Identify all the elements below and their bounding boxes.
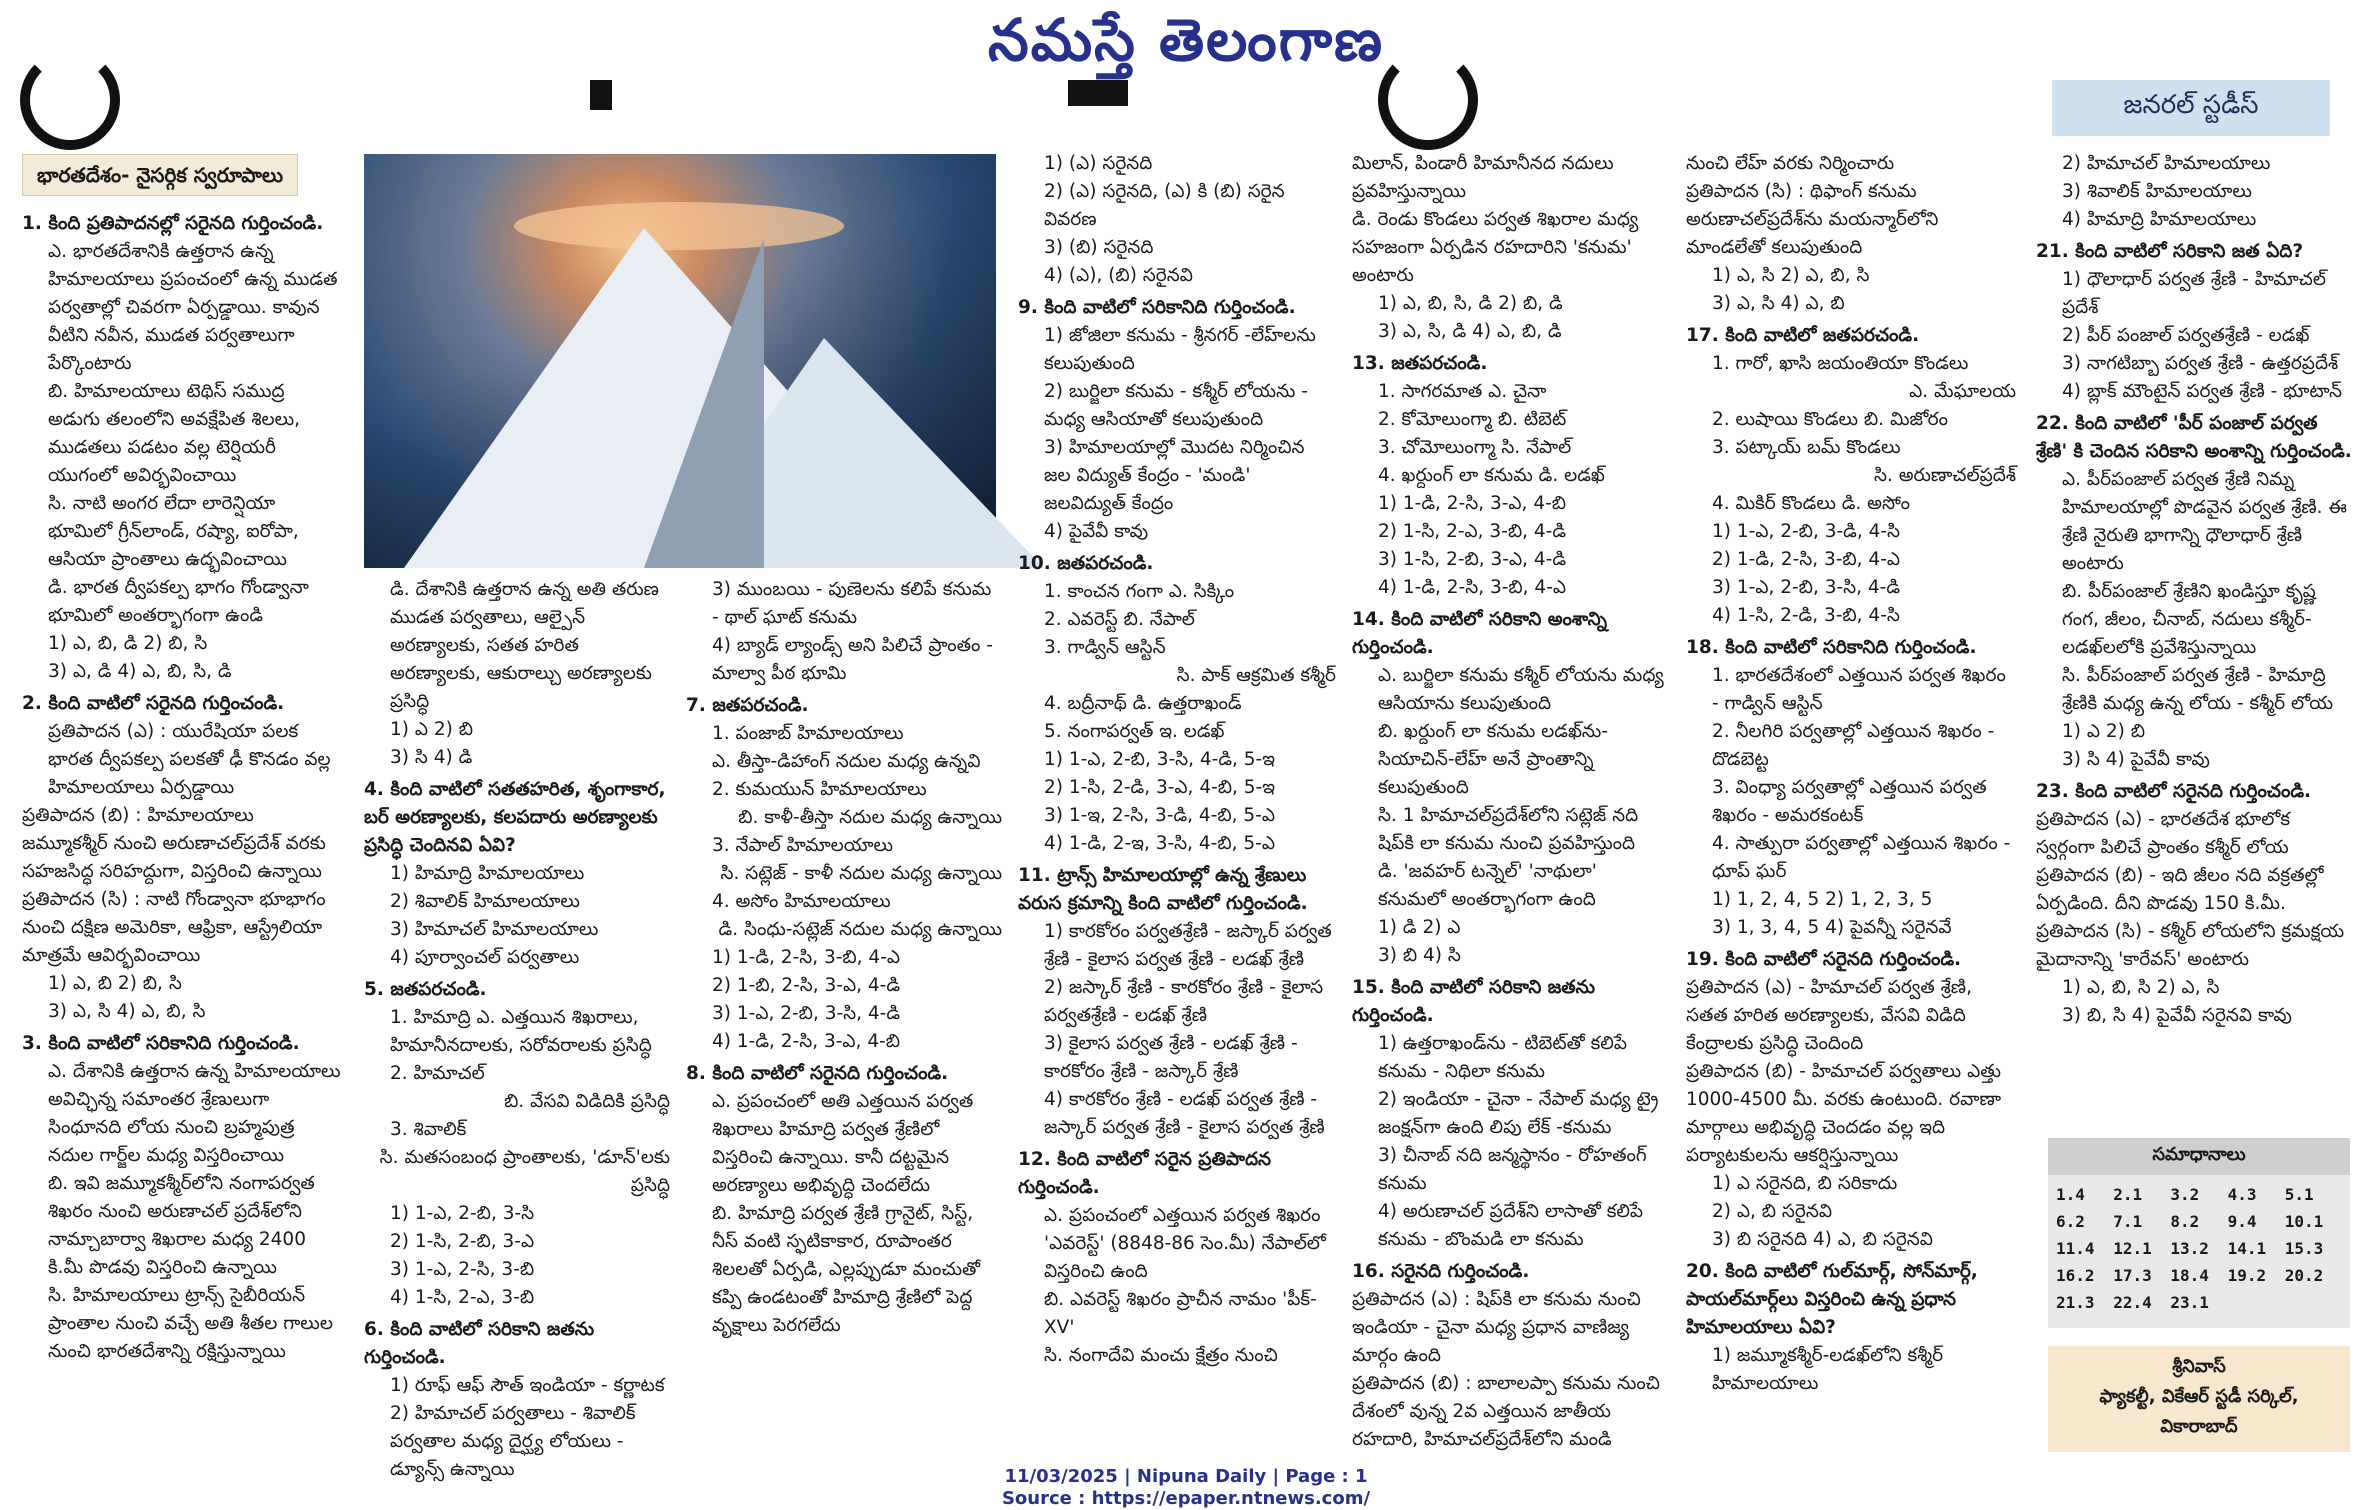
- paragraph-line: 1) కారకోరం పర్వతశ్రేణి - జస్కార్ పర్వత శ్రేణి - కైలాస పర్వత శ్రేణి - లడఖ్ శ్రేణి: [1044, 921, 1332, 970]
- newspaper-masthead: నమస్తే తెలంగాణ: [988, 6, 1384, 74]
- paragraph-line: 3. చోమోలుంగ్మా సి. నేపాల్: [1378, 437, 1572, 458]
- paragraph-line: 3) బి, సి 4) పైవేవీ సరైనవి కావు: [2062, 1005, 2292, 1026]
- paragraph-line: 3) ఎ, సి 4) ఎ, బి, సి: [48, 1001, 206, 1022]
- question-text: 15. కింది వాటిలో సరికాని జతను గుర్తించండి.: [1352, 977, 1596, 1026]
- paragraph-line: 3. శివాలిక్: [390, 1119, 467, 1140]
- paragraph-line: 1. పంజాబ్ హిమాలయాలు: [712, 723, 904, 744]
- paragraph-line: 4. ఖర్దుంగ్ లా కనుమ డి. లడఖ్: [1378, 465, 1605, 486]
- paragraph-line: 2) 1-సి, 2-బి, 3-ఎ: [390, 1231, 535, 1252]
- paragraph-line: 1. కాంచన గంగా ఎ. సిక్కిం: [1044, 581, 1235, 602]
- question-text: 12. కింది వాటిలో సరైన ప్రతిపాదన గుర్తించండి.: [1018, 1149, 1272, 1198]
- question-text: 19. కింది వాటిలో సరైనది గుర్తించండి.: [1686, 949, 1962, 970]
- paragraph-line: మిలాన్, పిండారీ హిమానీనద నదులు ప్రవహిస్తున్నాయి: [1352, 153, 1614, 202]
- paragraph-line: 2. హిమాచల్: [390, 1063, 485, 1084]
- paragraph-line: ఎ. తీస్తా-డిహాంగ్ నదుల మధ్య ఉన్నవి: [712, 751, 981, 772]
- paragraph-line: 2) ఎ, బి సరైనవి: [1712, 1201, 1833, 1222]
- answers-row: [2056, 1262, 2342, 1289]
- answer-cell: 7.1: [2113, 1212, 2143, 1231]
- paragraph-line: ఎ. భారతదేశానికి ఉత్తరాన ఉన్న హిమాలయాలు ప్రపంచంలో ఉన్న ముడత పర్వతాల్లో చివరగా ఏర్పడ్డాయి. కావున వీటిని నవీన, ముడత పర్వతాలుగా పేర్కొంటారు: [48, 241, 338, 374]
- paragraph-line: 2. కుమయున్ హిమాలయాలు: [712, 779, 927, 800]
- paragraph-line: 1) ఎ సరైనది, బి సరికాదు: [1712, 1173, 1898, 1194]
- answer-cell: 18.4: [2170, 1266, 2209, 1285]
- paragraph-line: ప్రతిపాదన (సి) : థిఫాంగ్ కనుమ అరుణాచల్‌ప్రదేశ్‌ను మయన్మార్‌లోని మాండలేతో కలుపుతుంది: [1686, 181, 1939, 258]
- question-text: 16. సరైనది గుర్తించండి.: [1352, 1261, 1530, 1282]
- paragraph-line: 4. అసోం హిమాలయాలు: [712, 891, 891, 912]
- paragraph-line: 3) చీనాబ్ నది జన్మస్థానం - రోహతంగ్ కనుమ: [1378, 1145, 1647, 1194]
- answers-title: సమాధానాలు: [2048, 1138, 2350, 1175]
- paragraph-line: 2. లుషాయి కొండలు బి. మిజోరం: [1712, 409, 1948, 430]
- paragraph-line: 1) 1-డి, 2-సి, 3-ఎ, 4-బి: [1378, 493, 1567, 514]
- paragraph-line: సి. హిమాలయాలు ట్రాన్స్ సైబీరియన్ ప్రాంతాల నుంచి వచ్చే అతి శీతల గాలుల నుంచి భారతదేశాన్ని రక్షిస్తున్నాయి: [48, 1285, 333, 1362]
- paragraph-line: 4) బ్లాక్ మౌంటైన్ పర్వత శ్రేణి - భూటాన్: [2062, 381, 2342, 402]
- paragraph-line: 1) ఎ, బి, సి 2) ఎ, సి: [2062, 977, 2220, 998]
- answer-cell: 17.3: [2113, 1266, 2152, 1285]
- answer-cell: 14.1: [2227, 1239, 2267, 1258]
- paragraph-line: 1. భారతదేశంలో ఎత్తయిన పర్వత శిఖరం - గాడ్విన్ ఆస్టిన్: [1712, 665, 2006, 714]
- answer-cell: 6.2: [2056, 1212, 2085, 1231]
- paragraph-line: 1) ఎ 2) బి: [2062, 721, 2146, 742]
- text-column-7: [2036, 150, 2354, 1130]
- paragraph-line: 3. గాడ్విన్ ఆస్టిన్: [1044, 637, 1166, 658]
- question-text: 2. కింది వాటిలో సరైనది గుర్తించండి.: [22, 693, 285, 714]
- paragraph-line: డి. 'జవహర్ టన్నెల్' 'నాథులా' కనుమలో అంతర్భాగంగా ఉంది: [1378, 861, 1597, 910]
- paragraph-line: 2) 1-డి, 2-సి, 3-బి, 4-ఎ: [1712, 549, 1901, 570]
- paragraph-line: 1) (ఎ) సరైనది: [1044, 153, 1153, 174]
- paragraph-line: 3. నేపాల్ హిమాలయాలు: [712, 835, 894, 856]
- answers-row: [2056, 1289, 2342, 1316]
- paragraph-line: ప్రతిపాదన (ఎ) - హిమాచల్ పర్వత శ్రేణి, సతత హరిత అరణ్యాలకు, వేసవి విడిది కేంద్రాలకు ప్రసిద్ధి చెందింది: [1686, 977, 1972, 1054]
- answers-box: [2048, 1138, 2350, 1328]
- question-text: 6. కింది వాటిలో సరికాని జతను గుర్తించండి.: [364, 1319, 595, 1368]
- paragraph-line: ప్రతిపాదన (బి) : హిమాలయాలు జమ్మూకశ్మీర్ నుంచి అరుణాచల్‌ప్రదేశ్ వరకు సహజసిద్ధ సరిహద్దుగా, విస్తరించి ఉన్నాయి: [22, 805, 326, 882]
- paragraph-line: సి. సట్లెజ్ - కాళీ నదుల మధ్య ఉన్నాయి: [720, 863, 1002, 884]
- paragraph-line: 2) (ఎ) సరైనది, (ఎ) కి (బి) సరైన వివరణ: [1044, 181, 1285, 230]
- paragraph-line: 1) 1-ఎ, 2-బి, 3-డి, 4-సి: [1712, 521, 1901, 542]
- paragraph-line: 4. మికిర్ కొండలు డి. అసోం: [1712, 493, 1910, 514]
- paragraph-line: సి. నంగాదేవి మంచు క్షేత్రం నుంచి: [1044, 1345, 1278, 1366]
- answer-cell: [2228, 1289, 2285, 1316]
- paragraph-line: 1) ఎ, బి 2) బి, సి: [48, 973, 182, 994]
- paragraph-line: ప్రతిపాదన (బి) : బాలాలప్పా కనుమ నుంచి దేశంలో వున్న 2వ ఎత్తయిన జాతీయ రహదారి, హిమాచల్‌ప్రదేశ్‌లోని మండి: [1352, 1373, 1660, 1450]
- paragraph-line: బి. వేసవి విడిదికి ప్రసిద్ధి: [504, 1091, 670, 1112]
- footer-date-line: 11/03/2025 | Nipuna Daily | Page : 1: [1004, 1466, 1368, 1487]
- banner-letter-fragment: [20, 50, 120, 150]
- paragraph-line: బి. హిమాలయాలు టెథిస్ సముద్ర అడుగు తలంలోని అవక్షేపిత శిలలు, ముడతలు పడటం వల్ల టెర్షియరీ యుగంలో అవిర్భవించాయి: [48, 381, 301, 486]
- answer-cell: 1.4: [2056, 1185, 2085, 1204]
- paragraph-line: ఎ. మేఘాలయ: [1909, 381, 2016, 402]
- answer-cell: 11.4: [2056, 1239, 2095, 1258]
- paragraph-line: 1) ఎ, బి, సి, డి 2) బి, డి: [1378, 293, 1563, 314]
- answer-cell: 9.4: [2227, 1212, 2257, 1231]
- text-column-4: [1018, 150, 1336, 1450]
- paragraph-line: 1) రూఫ్ ఆఫ్ సౌత్ ఇండియా - కర్ణాటక: [390, 1375, 665, 1396]
- paragraph-line: 4) 1-సి, 2-ఎ, 3-బి: [390, 1287, 535, 1308]
- paragraph-line: 1) 1-డి, 2-సి, 3-బి, 4-ఎ: [712, 947, 901, 968]
- paragraph-line: 3) 1-ఎ, 2-బి, 3-సి, 4-డి: [712, 1003, 901, 1024]
- paragraph-line: 4) పైవేవీ కావు: [1044, 521, 1149, 542]
- answers-row: [2056, 1181, 2342, 1208]
- answer-cell: [2285, 1289, 2342, 1316]
- paragraph-line: 3) 1-ఇ, 2-సి, 3-డి, 4-బి, 5-ఎ: [1044, 805, 1275, 826]
- question-text: 14. కింది వాటిలో సరికాని అంశాన్ని గుర్తించండి.: [1352, 609, 1607, 658]
- paragraph-line: బి. ఎవరెస్ట్ శిఖరం ప్రాచీన నామం 'పీక్-XV': [1044, 1289, 1317, 1338]
- paragraph-line: 1) ఎ 2) బి: [390, 719, 474, 740]
- paragraph-line: 1) జోజిలా కనుమ - శ్రీనగర్ -లేహ్‌లను కలుపుతుంది: [1044, 325, 1316, 374]
- question-text: 13. జతపరచండి.: [1352, 353, 1488, 374]
- paragraph-line: 2) శివాలిక్ హిమాలయాలు: [390, 891, 580, 912]
- text-column-1: [22, 150, 342, 1450]
- question-text: 18. కింది వాటిలో సరికానిది గుర్తించండి.: [1686, 637, 1977, 658]
- paragraph-line: 4) బ్యాడ్ ల్యాండ్స్ అని పిలిచే ప్రాంతం - మాల్వా పీఠ భూమి: [712, 635, 993, 684]
- paragraph-line: ప్రతిపాదన (సి) : నాటి గోండ్వానా భూభాగం నుంచి దక్షిణ అమెరికా, ఆఫ్రికా, ఆస్ట్రేలియా మాత్రమే ఆవిర్భవించాయి: [22, 889, 326, 966]
- paragraph-line: ఎ. పీర్‌పంజాల్ పర్వత శ్రేణి నిమ్న హిమాలయాల్లో పొడవైన పర్వత శ్రేణి. ఈ శ్రేణి నైరుతి భాగాన్ని ధౌలాధార్ శ్రేణి అంటారు: [2062, 469, 2347, 574]
- paragraph-line: 4) 1-డి, 2-సి, 3-ఎ, 4-బి: [712, 1031, 901, 1052]
- paragraph-line: 1) 1-ఎ, 2-బి, 3-సి, 4-డి, 5-ఇ: [1044, 749, 1275, 770]
- paragraph-line: 5. నంగాపర్వత్ ఇ. లడఖ్: [1044, 721, 1225, 742]
- answer-cell: 21.3: [2056, 1293, 2095, 1312]
- answer-cell: 15.3: [2284, 1239, 2324, 1258]
- paragraph-line: 3) ఎ, డి 4) ఎ, బి, సి, డి: [48, 661, 232, 682]
- question-text: 8. కింది వాటిలో సరైనది గుర్తించండి.: [686, 1063, 949, 1084]
- answers-row: [2056, 1208, 2342, 1235]
- paragraph-line: 4. సాత్పురా పర్వతాల్లో ఎత్తయిన శిఖరం - ధూప్ ఘర్: [1712, 833, 2011, 882]
- paragraph-line: 3) ఎ, సి 4) ఎ, బి: [1712, 293, 1845, 314]
- paragraph-line: సి. పాక్ ఆక్రమిత కశ్మీర్: [1176, 665, 1336, 686]
- paragraph-line: 3) బి 4) సి: [1378, 945, 1461, 966]
- paragraph-line: ప్రతిపాదన (ఎ) : షిప్‌కి లా కనుమ నుంచి ఇండియా - చైనా మధ్య ప్రధాన వాణిజ్య మార్గం ఉంది: [1352, 1289, 1641, 1366]
- paragraph-line: సి. 1 హిమాచల్‌ప్రదేశ్‌లోని సట్లెజ్ నది షిప్‌కి లా కనుమ నుంచి ప్రవహిస్తుంది: [1378, 805, 1639, 854]
- himalaya-peak-photo: [364, 154, 996, 568]
- author-box: [2048, 1346, 2350, 1452]
- paragraph-line: సి. నాటి అంగర లేదా లారెన్షియా భూమిలో గ్రీన్‌లాండ్, రష్యా, ఐరోపా, ఆసియా ప్రాంతాలు ఉద్భవించాయి: [48, 493, 299, 570]
- paragraph-line: 2) బుర్జిలా కనుమ - కశ్మీర్ లోయను - మధ్య ఆసియాతో కలుపుతుంది: [1044, 381, 1308, 430]
- paragraph-line: 1) జమ్మూకశ్మీర్-లడఖ్‌లోని కశ్మీర్ హిమాలయాలు: [1712, 1345, 1944, 1394]
- paragraph-line: 2) 1-బి, 2-సి, 3-ఎ, 4-డి: [712, 975, 901, 996]
- paragraph-line: 2. ఎవరెస్ట్ బి. నేపాల్: [1044, 609, 1195, 630]
- paragraph-line: డి. రెండు కొండలు పర్వత శిఖరాల మధ్య సహజంగా ఏర్పడిన రహదారిని 'కనుమ' అంటారు: [1352, 209, 1639, 286]
- answer-cell: 12.1: [2113, 1239, 2152, 1258]
- footer-source-line: Source : https://epaper.ntnews.com/: [1001, 1488, 1371, 1509]
- paragraph-line: 3) 1-ఎ, 2-బి, 3-సి, 4-డి: [1712, 577, 1901, 598]
- question-text: 3. కింది వాటిలో సరికానిది గుర్తించండి.: [22, 1033, 300, 1054]
- paragraph-line: 1) 1-ఎ, 2-బి, 3-సి: [390, 1203, 535, 1224]
- paragraph-line: 3) 1-ఎ, 2-సి, 3-బి: [390, 1259, 535, 1280]
- paragraph-line: 3) హిమాలయాల్లో మొదట నిర్మించిన జల విద్యుత్ కేంద్రం - 'మండి' జలవిద్యుత్ కేంద్రం: [1044, 437, 1305, 514]
- paragraph-line: ప్రతిపాదన (సి) - కశ్మీర్ లోయలోని క్రమక్షయ మైదానాన్ని 'కారేవస్' అంటారు: [2036, 921, 2345, 970]
- text-column-2: [364, 576, 670, 1480]
- paragraph-line: 1) డి 2) ఎ: [1378, 917, 1461, 938]
- paragraph-line: 2) పీర్ పంజాల్ పర్వతశ్రేణి - లడఖ్: [2062, 325, 2310, 346]
- paragraph-line: 2) జస్కార్ శ్రేణి - కారకోరం శ్రేణి - కైలాస పర్వతశ్రేణి - లడఖ్ శ్రేణి: [1044, 977, 1324, 1026]
- paragraph-line: ఎ. ప్రపంచంలో అతి ఎత్తయిన పర్వత శిఖరాలు హిమాద్రి పర్వత శ్రేణిలో విస్తరించి ఉన్నాయి. కానీ దట్టమైన అరణ్యాలు అభివృద్ధి చెందలేదు: [712, 1091, 974, 1196]
- answer-cell: 2.1: [2113, 1185, 2143, 1204]
- answer-cell: 4.3: [2227, 1185, 2257, 1204]
- question-text: 5. జతపరచండి.: [364, 979, 487, 1000]
- question-text: 7. జతపరచండి.: [686, 695, 809, 716]
- paragraph-line: 2) హిమాచల్ పర్వతాలు - శివాలిక్ పర్వతాల మధ్య దైర్ఘ్య లోయలు - డ్యూన్స్ ఉన్నాయి: [390, 1403, 636, 1480]
- answer-cell: 22.4: [2113, 1293, 2152, 1312]
- answer-cell: 19.2: [2227, 1266, 2267, 1285]
- question-text: 11. ట్రాన్స్ హిమాలయాల్లో ఉన్న శ్రేణులు వరుస క్రమాన్ని కింది వాటిలో గుర్తించండి.: [1018, 865, 1308, 914]
- paragraph-line: 4) అరుణాచల్ ప్రదేశ్‌ని లాసాతో కలిపే కనుమ - బొంమడి లా కనుమ: [1378, 1201, 1644, 1250]
- paragraph-line: 3) (బి) సరైనది: [1044, 237, 1154, 258]
- paragraph-line: 4) (ఎ), (బి) సరైనవి: [1044, 265, 1193, 286]
- banner-letter-fragment: [1378, 50, 1478, 150]
- paragraph-line: డి. సింధు-సట్లెజ్ నదుల మధ్య ఉన్నాయి: [718, 919, 1002, 940]
- paragraph-line: 3. వింధ్యా పర్వతాల్లో ఎత్తయిన పర్వత శిఖరం - అమరకంటక్: [1712, 777, 1987, 826]
- paragraph-line: డి. భారత ద్వీపకల్ప భాగం గోండ్వానా భూమిలో అంతర్భాగంగా ఉండి: [48, 577, 309, 626]
- question-text: 4. కింది వాటిలో సతతహరిత, శృంగాకార, బర్ అరణ్యాలకు, కలపదారు అరణ్యాలకు ప్రసిద్ధి చెందినవి ఏవి?: [364, 779, 666, 856]
- paragraph-line: 3) నాగటిబ్బా పర్వత శ్రేణి - ఉత్తరప్రదేశ్: [2062, 353, 2339, 374]
- paragraph-line: 4. బద్రీనాథ్ డి. ఉత్తరాఖండ్: [1044, 693, 1242, 714]
- question-text: 9. కింది వాటిలో సరికానిది గుర్తించండి.: [1018, 297, 1296, 318]
- paragraph-line: ప్రతిపాదన (బి) - హిమాచల్ పర్వతాలు ఎత్తు 1000-4500 మీ. వరకు ఉంటుంది. రవాణా మార్గాలు అభివృద్ధి చెందడం వల్ల ఇది పర్యాటకులను ఆకర్షిస్తున్నాయి: [1686, 1061, 2002, 1166]
- paragraph-line: 3. పట్కాయ్ బమ్ కొండలు: [1712, 437, 1901, 458]
- paragraph-line: బి. హిమాద్రి పర్వత శ్రేణి గ్రానైట్, సిస్ట్, నీస్ వంటి స్ఫటికాకార, రూపాంతర శిలలతో ఏర్పడి, ఎల్లప్పుడూ మంచుతో కప్పి ఉండటంతో హిమాద్రి శ్రేణిలో పెద్ద వృక్షాలు పెరగలేదు: [712, 1203, 981, 1336]
- paragraph-line: సి. అరుణాచల్‌ప్రదేశ్: [1873, 465, 2016, 486]
- title-banner-fragment: [0, 80, 2372, 142]
- paragraph-line: 4) 1-డి, 2-ఇ, 3-సి, 4-బి, 5-ఎ: [1044, 833, 1275, 854]
- paragraph-line: 2) 1-సి, 2-డి, 3-ఎ, 4-బి, 5-ఇ: [1044, 777, 1275, 798]
- question-text: 20. కింది వాటిలో గుల్‌మార్గ్, సోన్‌మార్గ్, పాయల్‌మార్గ్‌లు విస్తరించి ఉన్న ప్రధాన హిమాలయాలు ఏవి?: [1686, 1261, 1978, 1338]
- paragraph-line: 1. గారో, ఖాసి జయంతియా కొండలు: [1712, 353, 1969, 374]
- banner-tag: జనరల్ స్టడీస్: [2052, 80, 2330, 136]
- paragraph-line: 1. సాగరమాత ఎ. చైనా: [1378, 381, 1547, 402]
- paragraph-line: బి. కాళీ-తీస్తా నదుల మధ్య ఉన్నాయి: [738, 807, 1002, 828]
- paragraph-line: 4) కారకోరం శ్రేణి - లడఖ్ పర్వత శ్రేణి - జస్కార్ పర్వత శ్రేణి - కైలాస పర్వత శ్రేణి: [1044, 1089, 1325, 1138]
- paragraph-line: 2) 1-సి, 2-ఎ, 3-బి, 4-డి: [1378, 521, 1567, 542]
- paragraph-line: ఎ. దేశానికి ఉత్తరాన ఉన్న హిమాలయాలు అవిచ్ఛిన్న సమాంతర శ్రేణులుగా సింధూనది లోయ నుంచి బ్రహ్మపుత్ర నదుల గార్జ్‌ల మధ్య విస్తరించాయి: [48, 1061, 341, 1166]
- paragraph-line: 2) ఇండియా - చైనా - నేపాల్ మధ్య ట్రై జంక్షన్‌గా ఉంది లిపు లేక్ -కనుమ: [1378, 1089, 1659, 1138]
- mountain-shadow: [644, 238, 764, 568]
- paragraph-line: 3) ముంబయి - పుణెలను కలిపే కనుమ - థాల్ ఘాట్ కనుమ: [712, 579, 992, 628]
- paragraph-line: 1) హిమాద్రి హిమాలయాలు: [390, 863, 585, 884]
- question-text: 10. జతపరచండి.: [1018, 553, 1154, 574]
- paragraph-line: 3) కైలాస పర్వత శ్రేణి - లడఖ్ శ్రేణి - కారకోరం శ్రేణి - జస్కార్ శ్రేణి: [1044, 1033, 1298, 1082]
- paragraph-line: సి. మతసంబంధ ప్రాంతాలకు, 'డూన్‌'లకు ప్రసిద్ధి: [379, 1147, 670, 1196]
- paragraph-line: 4) 1-డి, 2-సి, 3-బి, 4-ఎ: [1378, 577, 1567, 598]
- paragraph-line: ప్రతిపాదన (ఎ) - భారతదేశ భూలోక స్వర్గంగా పిలిచే ప్రాంతం కశ్మీర్ లోయ: [2036, 809, 2290, 858]
- question-text: 22. కింది వాటిలో 'పీర్ పంజాల్ పర్వత శ్రేణి' కి చెందిన సరికాని అంశాన్ని గుర్తించండి.: [2036, 413, 2352, 462]
- paragraph-line: 3) ఎ, సి, డి 4) ఎ, బి, డి: [1378, 321, 1562, 342]
- paragraph-line: 3) 1-సి, 2-బి, 3-ఎ, 4-డి: [1378, 549, 1567, 570]
- text-column-6: [1686, 150, 2016, 1450]
- paragraph-line: డి. దేశానికి ఉత్తరాన ఉన్న అతి తరుణ ముడత పర్వతాలు, ఆల్పైన్ అరణ్యాలకు, సతత హరిత అరణ్యాలకు, ఆకురాల్చు అరణ్యాలకు ప్రసిద్ధి: [390, 579, 659, 712]
- paragraph-line: సి. పీర్‌పంజాల్ పర్వత శ్రేణి - హిమాద్రి శ్రేణికి మధ్య ఉన్న లోయ - కశ్మీర్ లోయ: [2062, 665, 2334, 714]
- banner-letter-fragment: [590, 80, 612, 110]
- answer-cell: 10.1: [2284, 1212, 2324, 1231]
- paragraph-line: నుంచి లేహ్ వరకు నిర్మించారు: [1686, 153, 1895, 174]
- paragraph-line: 1) 1, 2, 4, 5 2) 1, 2, 3, 5: [1712, 889, 1933, 910]
- paragraph-line: బి. పీర్‌పంజాల్ శ్రేణిని ఖండిస్తూ కృష్ణ గంగ, జీలం, చీనాబ్, నదులు కశ్మీర్-లడఖ్‌లలోకి ప్రవేశిస్తున్నాయి: [2062, 581, 2316, 658]
- text-column-5: [1352, 150, 1670, 1450]
- paragraph-line: బి. ఖర్దుంగ్ లా కనుమ లడఖ్‌ను-సియాచిన్-లేహ్ అనే ప్రాంతాన్ని కలుపుతుంది: [1378, 721, 1608, 798]
- paragraph-line: 1) ధౌలాధార్ పర్వత శ్రేణి - హిమాచల్ ప్రదేశ్: [2062, 269, 2326, 318]
- answers-row: [2056, 1235, 2342, 1262]
- paragraph-line: 4) హిమాద్రి హిమాలయాలు: [2062, 209, 2257, 230]
- text-column-3: [686, 576, 1002, 1456]
- paragraph-line: 1. హిమాద్రి ఎ. ఎత్తయిన శిఖరాలు, హిమానీనదాలకు, సరోవరాలకు ప్రసిద్ధి: [390, 1007, 652, 1056]
- paragraph-line: 4) 1-సి, 2-డి, 3-బి, 4-సి: [1712, 605, 1900, 626]
- paragraph-line: 4) పూర్వాంచల్ పర్వతాలు: [390, 947, 580, 968]
- author-name: శ్రీనివాస్: [2172, 1356, 2226, 1377]
- banner-letter-fragment: [1068, 80, 1128, 106]
- paragraph-line: ఎ. ప్రపంచంలో ఎత్తయిన పర్వత శిఖరం 'ఎవరెస్ట్' (8848-86 సెం.మీ) నేపాల్‌లో విస్తరించి ఉంది: [1044, 1205, 1326, 1282]
- paragraph-line: 2. కోమోలుంగ్మా బి. టిబెట్: [1378, 409, 1567, 430]
- author-role: ఫ్యాకల్టీ, వికేఆర్ స్టడీ సర్కిల్,: [2099, 1386, 2299, 1407]
- paragraph-line: 2. నీలగిరి పర్వతాల్లో ఎత్తయిన శిఖరం - దొడబెట్ట: [1712, 721, 1995, 770]
- paragraph-line: 3) హిమాచల్ హిమాలయాలు: [390, 919, 599, 940]
- question-text: 17. కింది వాటిలో జతపరచండి.: [1686, 325, 1920, 346]
- answer-cell: 5.1: [2284, 1185, 2314, 1204]
- paragraph-line: ప్రతిపాదన (బి) - ఇది జీలం నది వక్రతల్లో ఏర్పడింది. దీని పొడవు 150 కి.మీ.: [2036, 865, 2324, 914]
- question-text: 23. కింది వాటిలో సరైనది గుర్తించండి.: [2036, 781, 2312, 802]
- page-footer: [0, 1466, 2372, 1510]
- paragraph-line: ప్రతిపాదన (ఎ) : యురేషియా పలక భారత ద్వీపకల్ప పలకతో ఢీ కొనడం వల్ల హిమాలయాలు ఏర్పడ్డాయి: [48, 721, 331, 798]
- author-place: వికారాబాద్: [2160, 1416, 2238, 1437]
- paragraph-line: ఎ. బుర్జిలా కనుమ కశ్మీర్ లోయను మధ్య ఆసియాను కలుపుతుంది: [1378, 665, 1664, 714]
- answer-cell: 8.2: [2170, 1212, 2200, 1231]
- answer-cell: 20.2: [2284, 1266, 2324, 1285]
- paragraph-line: 1) ఎ, సి 2) ఎ, బి, సి: [1712, 265, 1870, 286]
- paragraph-line: 2) హిమాచల్ హిమాలయాలు: [2062, 153, 2271, 174]
- paragraph-line: 3) 1, 3, 4, 5 4) పైవన్నీ సరైనవే: [1712, 917, 1952, 938]
- section-title: భారతదేశం- నైసర్గిక స్వరూపాలు: [22, 154, 298, 196]
- question-text: 1. కింది ప్రతిపాదనల్లో సరైనది గుర్తించండి.: [22, 213, 324, 234]
- answers-table: [2056, 1181, 2342, 1316]
- answer-cell: 23.1: [2170, 1293, 2209, 1312]
- answer-cell: 3.2: [2170, 1185, 2200, 1204]
- answer-cell: 13.2: [2170, 1239, 2209, 1258]
- paragraph-line: 3) శివాలిక్ హిమాలయాలు: [2062, 181, 2252, 202]
- paragraph-line: 3) బి సరైనది 4) ఎ, బి సరైనవి: [1712, 1229, 1933, 1250]
- paragraph-line: బి. ఇవి జమ్మూకశ్మీర్‌లోని నంగాపర్వత శిఖరం నుంచి అరుణాచల్ ప్రదేశ్‌లోని నామ్చాబార్వా శిఖరాల మధ్య 2400 కి.మీ పొడవు విస్తరించి ఉన్నాయి: [48, 1173, 315, 1278]
- question-text: 21. కింది వాటిలో సరికాని జత ఏది?: [2036, 241, 2304, 262]
- paragraph-line: 1) ఉత్తరాఖండ్‌ను - టిబెట్‌తో కలిపే కనుమ - నిథిలా కనుమ: [1378, 1033, 1627, 1082]
- paragraph-line: 3) సి 4) డి: [390, 747, 473, 768]
- paragraph-line: 3) సి 4) పైవేవీ కావు: [2062, 749, 2210, 770]
- paragraph-line: 1) ఎ, బి, డి 2) బి, సి: [48, 633, 208, 654]
- answer-cell: 16.2: [2056, 1266, 2095, 1285]
